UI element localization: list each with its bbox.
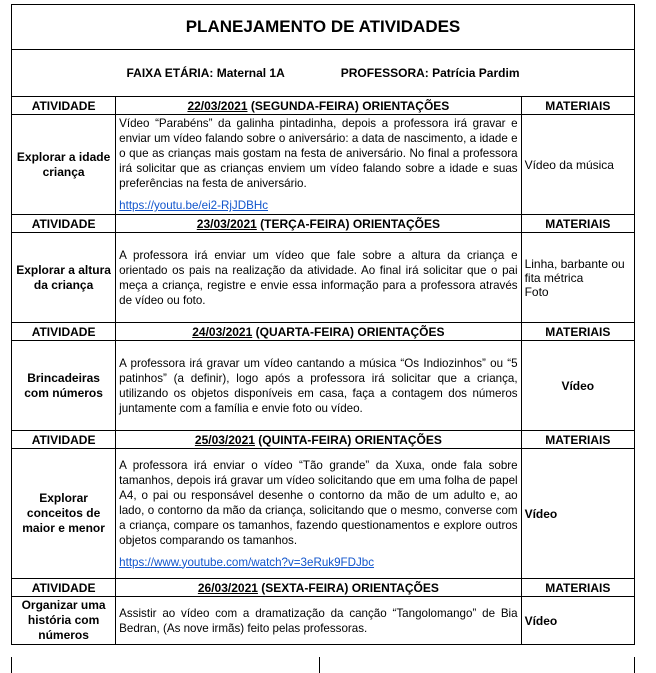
description-text: A professora irá enviar um vídeo que fale sobre a altura da criança e orientado os pais na realização da atividade. Ao final irá solicitar que o pai meça a criança, registre e envie essa informação para a professora através de vídeo ou foto. (119, 248, 518, 307)
day-header (12, 323, 635, 341)
atividade-header: ATIVIDADE (12, 579, 116, 597)
activity-row (12, 341, 635, 431)
materials: Vídeo (521, 597, 634, 645)
weekday: (SEGUNDA-FEIRA) (250, 98, 359, 113)
materials-extra: Foto (524, 284, 549, 299)
day-header (12, 215, 635, 233)
description-text: A professora irá gravar um vídeo cantando a música “Os Indiozinhos” ou “5 patinhos” (a definir), logo após a professora irá solicitar que a criança, utilizando os objetos disponíveis em casa, faça a contagem dos números juntamente com a família e envie foto ou vídeo. (119, 356, 518, 415)
video-link[interactable]: https://www.youtube.com/watch?v=3eRuk9FDJbc (119, 555, 375, 569)
activity-row (12, 115, 635, 215)
weekday: (SEXTA-FEIRA) (261, 580, 349, 595)
orientacoes-label: ORIENTAÇÕES (362, 98, 450, 113)
page-title: PLANEJAMENTO DE ATIVIDADES (12, 5, 635, 50)
date: 25/03/2021 (194, 432, 255, 447)
weekday: (QUARTA-FEIRA) (255, 324, 355, 339)
description-text: A professora irá enviar o vídeo “Tão grande” da Xuxa, onde fala sobre tamanhos, depois irá gravar um vídeo solicitando que em uma folha de papel A4, o pai ou responsável desenhe o contorno da mão de um adulto e, ao lado, o contorno da mão da criança, solicitando que o mesmo, converse com a criança, compare os tamanhos, fazendo questionamentos e explore outros objetos comparando os tamanhos. (119, 458, 518, 547)
professora: PROFESSORA: Patrícia Pardim (340, 66, 520, 80)
atividade-header: ATIVIDADE (12, 431, 116, 449)
activity-name: Explorar a altura da criança (12, 233, 116, 323)
date: 23/03/2021 (196, 216, 257, 231)
materials: Vídeo (521, 341, 634, 431)
description-text: Vídeo “Parabéns” da galinha pintadinha, depois a professora irá gravar e enviar um vídeo falando sobre o aniversário: a data de nascimento, a idade e o que as crianças mais gostam na festa de aniversário. No final a professora irá solicitar que as crianças enviem um vídeo falando sobre a idade e suas preferências na festa de aniversário. (119, 117, 518, 190)
activity-description (116, 449, 521, 579)
day-header (12, 97, 635, 115)
video-link[interactable]: https://youtu.be/ei2-RjJDBHc (119, 199, 269, 212)
table-continuation (11, 657, 635, 673)
info-row (12, 50, 635, 97)
activity-description (116, 115, 521, 215)
column-divider (319, 657, 320, 673)
materials-line: Linha, barbante ou fita métrica (524, 256, 625, 285)
date: 22/03/2021 (187, 98, 248, 113)
day-header (12, 431, 635, 449)
activity-row (12, 449, 635, 579)
orientacoes-label: ORIENTAÇÕES (352, 216, 440, 231)
atividade-header: ATIVIDADE (12, 323, 116, 341)
activity-description (116, 597, 521, 645)
date: 26/03/2021 (197, 580, 258, 595)
day-header (12, 579, 635, 597)
materials: Vídeo da música (521, 115, 634, 215)
activity-description (116, 233, 521, 323)
materiais-header: MATERIAIS (521, 579, 634, 597)
activity-row (12, 597, 635, 645)
date-header (116, 215, 521, 233)
date-header (116, 431, 521, 449)
activity-description (116, 341, 521, 431)
activity-name: Organizar uma história com números (12, 597, 116, 645)
date-header (116, 97, 521, 115)
materiais-header: MATERIAIS (521, 97, 634, 115)
materiais-header: MATERIAIS (521, 215, 634, 233)
date: 24/03/2021 (192, 324, 253, 339)
materiais-header: MATERIAIS (521, 431, 634, 449)
planning-table (11, 4, 635, 645)
orientacoes-label: ORIENTAÇÕES (357, 324, 445, 339)
orientacoes-label: ORIENTAÇÕES (354, 432, 442, 447)
activity-name: Explorar conceitos de maior e menor (12, 449, 116, 579)
date-header (116, 579, 521, 597)
activity-row (12, 233, 635, 323)
atividade-header: ATIVIDADE (12, 215, 116, 233)
description-text: Assistir ao vídeo com a dramatização da canção “Tangolomango” de Bia Bedran, (As nove irmãs) feito pelas professoras. (119, 606, 518, 635)
materials: Vídeo (521, 449, 634, 579)
materials (521, 233, 634, 323)
atividade-header: ATIVIDADE (12, 97, 116, 115)
activity-name: Explorar a idade criança (12, 115, 116, 215)
weekday: (QUINTA-FEIRA) (258, 432, 352, 447)
activity-name: Brincadeiras com números (12, 341, 116, 431)
orientacoes-label: ORIENTAÇÕES (351, 580, 439, 595)
date-header (116, 323, 521, 341)
materiais-header: MATERIAIS (521, 323, 634, 341)
weekday: (TERÇA-FEIRA) (260, 216, 350, 231)
faixa-etaria: FAIXA ETÁRIA: Maternal 1A (126, 66, 285, 80)
